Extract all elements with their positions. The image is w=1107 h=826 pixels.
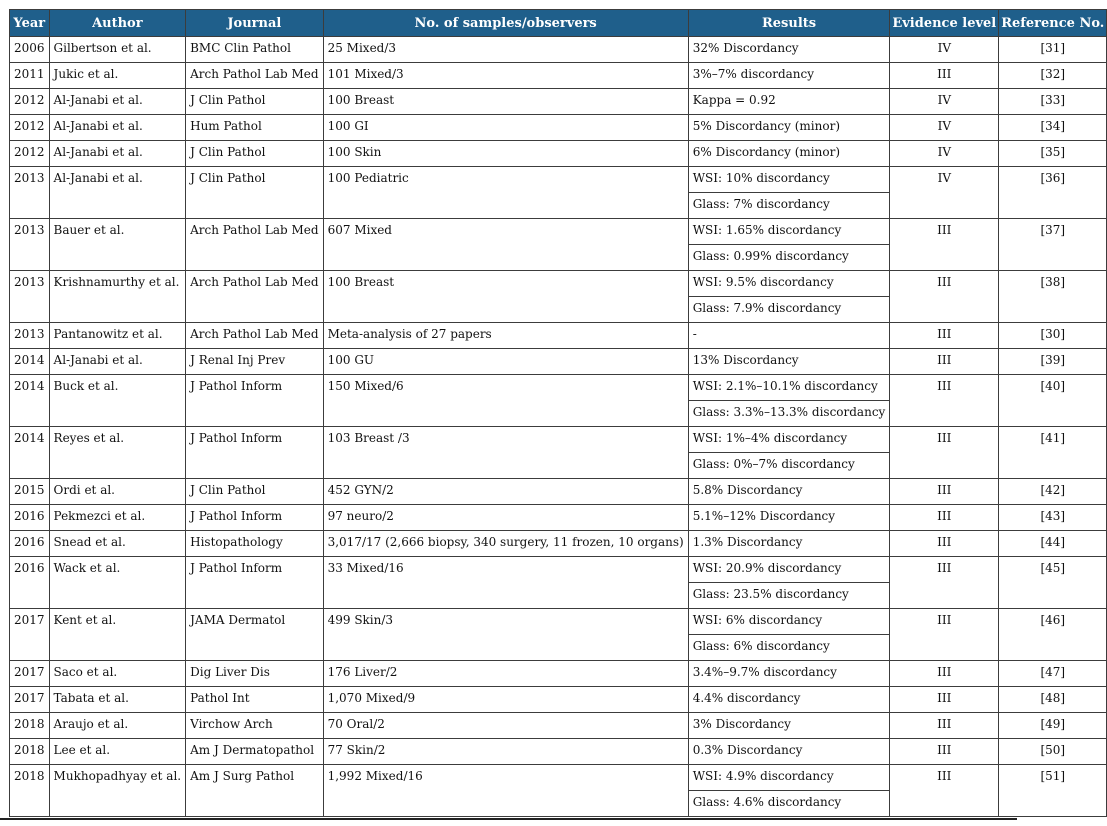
result-cell: WSI: 1%–4% discordancy (688, 427, 890, 453)
year-cell: 2017 (10, 687, 50, 713)
table-row (10, 479, 1107, 505)
result-cell: WSI: 10% discordancy (688, 167, 890, 193)
result-cell: 5.8% Discordancy (688, 479, 890, 505)
table-row (10, 661, 1107, 687)
table-body (10, 37, 1107, 817)
reference-cell: [42] (999, 479, 1107, 505)
year-cell: 2016 (10, 557, 50, 609)
table-row (10, 739, 1107, 765)
table-row (10, 219, 1107, 245)
result-cell: WSI: 2.1%–10.1% discordancy (688, 375, 890, 401)
table-row (10, 713, 1107, 739)
evidence-level-cell: III (890, 375, 999, 427)
author-cell: Araujo et al. (49, 713, 186, 739)
result-cell: 32% Discordancy (688, 37, 890, 63)
reference-cell: [43] (999, 505, 1107, 531)
samples-cell: 1,070 Mixed/9 (323, 687, 688, 713)
author-cell: Al-Janabi et al. (49, 141, 186, 167)
author-cell: Al-Janabi et al. (49, 349, 186, 375)
samples-cell: 1,992 Mixed/16 (323, 765, 688, 817)
samples-cell: Meta-analysis of 27 papers (323, 323, 688, 349)
table-row (10, 141, 1107, 167)
journal-cell: JAMA Dermatol (186, 609, 323, 661)
col-header-journal: Journal (186, 10, 323, 37)
year-cell: 2006 (10, 37, 50, 63)
reference-cell: [37] (999, 219, 1107, 271)
reference-cell: [49] (999, 713, 1107, 739)
reference-cell: [31] (999, 37, 1107, 63)
reference-cell: [44] (999, 531, 1107, 557)
journal-cell: J Clin Pathol (186, 479, 323, 505)
author-cell: Ordi et al. (49, 479, 186, 505)
year-cell: 2016 (10, 531, 50, 557)
samples-cell: 607 Mixed (323, 219, 688, 271)
col-header-samples: No. of samples/observers (323, 10, 688, 37)
journal-cell: J Pathol Inform (186, 375, 323, 427)
journal-cell: Arch Pathol Lab Med (186, 219, 323, 271)
samples-cell: 100 Breast (323, 271, 688, 323)
result-cell: Glass: 0.99% discordancy (688, 245, 890, 271)
year-cell: 2011 (10, 63, 50, 89)
evidence-level-cell: III (890, 687, 999, 713)
author-cell: Reyes et al. (49, 427, 186, 479)
author-cell: Lee et al. (49, 739, 186, 765)
samples-cell: 499 Skin/3 (323, 609, 688, 661)
table-row (10, 115, 1107, 141)
table-row (10, 687, 1107, 713)
author-cell: Mukhopadhyay et al. (49, 765, 186, 817)
journal-cell: J Pathol Inform (186, 557, 323, 609)
samples-cell: 100 GU (323, 349, 688, 375)
journal-cell: Histopathology (186, 531, 323, 557)
author-cell: Pantanowitz et al. (49, 323, 186, 349)
year-cell: 2013 (10, 219, 50, 271)
author-cell: Pekmezci et al. (49, 505, 186, 531)
result-cell: Glass: 7.9% discordancy (688, 297, 890, 323)
col-header-year: Year (10, 10, 50, 37)
year-cell: 2013 (10, 323, 50, 349)
result-cell: 13% Discordancy (688, 349, 890, 375)
reference-cell: [46] (999, 609, 1107, 661)
table-row (10, 375, 1107, 401)
result-cell: 0.3% Discordancy (688, 739, 890, 765)
result-cell: WSI: 1.65% discordancy (688, 219, 890, 245)
year-cell: 2018 (10, 739, 50, 765)
reference-cell: [36] (999, 167, 1107, 219)
evidence-level-cell: IV (890, 167, 999, 219)
evidence-level-cell: III (890, 427, 999, 479)
reference-cell: [32] (999, 63, 1107, 89)
table-row (10, 323, 1107, 349)
reference-cell: [48] (999, 687, 1107, 713)
evidence-level-cell: III (890, 557, 999, 609)
result-cell: Glass: 4.6% discordancy (688, 791, 890, 817)
table-row (10, 505, 1107, 531)
evidence-level-cell: IV (890, 37, 999, 63)
result-cell: - (688, 323, 890, 349)
year-cell: 2017 (10, 609, 50, 661)
year-cell: 2018 (10, 765, 50, 817)
result-cell: 6% Discordancy (minor) (688, 141, 890, 167)
evidence-level-cell: IV (890, 115, 999, 141)
year-cell: 2014 (10, 349, 50, 375)
table-row (10, 765, 1107, 791)
evidence-level-cell: IV (890, 89, 999, 115)
result-cell: Glass: 7% discordancy (688, 193, 890, 219)
samples-cell: 77 Skin/2 (323, 739, 688, 765)
journal-cell: J Clin Pathol (186, 89, 323, 115)
table-row (10, 531, 1107, 557)
samples-cell: 150 Mixed/6 (323, 375, 688, 427)
journal-cell: J Clin Pathol (186, 141, 323, 167)
year-cell: 2014 (10, 427, 50, 479)
studies-table (9, 9, 1107, 817)
evidence-level-cell: III (890, 609, 999, 661)
reference-cell: [50] (999, 739, 1107, 765)
result-cell: 4.4% discordancy (688, 687, 890, 713)
samples-cell: 3,017/17 (2,666 biopsy, 340 surgery, 11 frozen, 10 organs) (323, 531, 688, 557)
journal-cell: Dig Liver Dis (186, 661, 323, 687)
year-cell: 2017 (10, 661, 50, 687)
evidence-level-cell: III (890, 765, 999, 817)
author-cell: Al-Janabi et al. (49, 167, 186, 219)
author-cell: Gilbertson et al. (49, 37, 186, 63)
journal-cell: Arch Pathol Lab Med (186, 271, 323, 323)
table-row (10, 89, 1107, 115)
result-cell: WSI: 20.9% discordancy (688, 557, 890, 583)
reference-cell: [51] (999, 765, 1107, 817)
result-cell: 1.3% Discordancy (688, 531, 890, 557)
year-cell: 2013 (10, 271, 50, 323)
reference-cell: [41] (999, 427, 1107, 479)
year-cell: 2018 (10, 713, 50, 739)
reference-cell: [33] (999, 89, 1107, 115)
year-cell: 2012 (10, 141, 50, 167)
bottom-rule (0, 818, 1017, 820)
samples-cell: 100 Breast (323, 89, 688, 115)
result-cell: Glass: 0%–7% discordancy (688, 453, 890, 479)
author-cell: Wack et al. (49, 557, 186, 609)
reference-cell: [39] (999, 349, 1107, 375)
result-cell: 5% Discordancy (minor) (688, 115, 890, 141)
evidence-level-cell: III (890, 63, 999, 89)
reference-cell: [35] (999, 141, 1107, 167)
col-header-reference: Reference No. (999, 10, 1107, 37)
reference-cell: [45] (999, 557, 1107, 609)
author-cell: Kent et al. (49, 609, 186, 661)
table-row (10, 557, 1107, 583)
evidence-level-cell: III (890, 739, 999, 765)
journal-cell: Pathol Int (186, 687, 323, 713)
journal-cell: Arch Pathol Lab Med (186, 323, 323, 349)
author-cell: Snead et al. (49, 531, 186, 557)
year-cell: 2013 (10, 167, 50, 219)
author-cell: Buck et al. (49, 375, 186, 427)
result-cell: Glass: 23.5% discordancy (688, 583, 890, 609)
reference-cell: [30] (999, 323, 1107, 349)
journal-cell: Arch Pathol Lab Med (186, 63, 323, 89)
author-cell: Krishnamurthy et al. (49, 271, 186, 323)
journal-cell: Am J Surg Pathol (186, 765, 323, 817)
reference-cell: [38] (999, 271, 1107, 323)
table-row (10, 63, 1107, 89)
evidence-level-cell: III (890, 661, 999, 687)
evidence-level-cell: III (890, 323, 999, 349)
journal-cell: Hum Pathol (186, 115, 323, 141)
samples-cell: 97 neuro/2 (323, 505, 688, 531)
samples-cell: 100 Skin (323, 141, 688, 167)
author-cell: Jukic et al. (49, 63, 186, 89)
evidence-level-cell: IV (890, 141, 999, 167)
samples-cell: 100 Pediatric (323, 167, 688, 219)
samples-cell: 452 GYN/2 (323, 479, 688, 505)
table-row (10, 427, 1107, 453)
journal-cell: J Pathol Inform (186, 505, 323, 531)
evidence-level-cell: III (890, 479, 999, 505)
samples-cell: 25 Mixed/3 (323, 37, 688, 63)
result-cell: WSI: 6% discordancy (688, 609, 890, 635)
year-cell: 2016 (10, 505, 50, 531)
result-cell: 3% Discordancy (688, 713, 890, 739)
samples-cell: 70 Oral/2 (323, 713, 688, 739)
result-cell: Kappa = 0.92 (688, 89, 890, 115)
evidence-level-cell: III (890, 349, 999, 375)
samples-cell: 103 Breast /3 (323, 427, 688, 479)
journal-cell: J Renal Inj Prev (186, 349, 323, 375)
col-header-evidence-level: Evidence level (890, 10, 999, 37)
col-header-author: Author (49, 10, 186, 37)
result-cell: WSI: 4.9% discordancy (688, 765, 890, 791)
author-cell: Tabata et al. (49, 687, 186, 713)
table-row (10, 349, 1107, 375)
author-cell: Al-Janabi et al. (49, 89, 186, 115)
reference-cell: [34] (999, 115, 1107, 141)
journal-cell: J Clin Pathol (186, 167, 323, 219)
result-cell: Glass: 3.3%–13.3% discordancy (688, 401, 890, 427)
samples-cell: 101 Mixed/3 (323, 63, 688, 89)
year-cell: 2012 (10, 115, 50, 141)
table-row (10, 609, 1107, 635)
journal-cell: BMC Clin Pathol (186, 37, 323, 63)
result-cell: 3%–7% discordancy (688, 63, 890, 89)
header-row (10, 10, 1107, 37)
evidence-level-cell: III (890, 531, 999, 557)
year-cell: 2012 (10, 89, 50, 115)
table-row (10, 167, 1107, 193)
evidence-level-cell: III (890, 219, 999, 271)
journal-cell: J Pathol Inform (186, 427, 323, 479)
year-cell: 2014 (10, 375, 50, 427)
table-row (10, 271, 1107, 297)
table-row (10, 37, 1107, 63)
author-cell: Al-Janabi et al. (49, 115, 186, 141)
reference-cell: [47] (999, 661, 1107, 687)
year-cell: 2015 (10, 479, 50, 505)
author-cell: Saco et al. (49, 661, 186, 687)
journal-cell: Am J Dermatopathol (186, 739, 323, 765)
author-cell: Bauer et al. (49, 219, 186, 271)
result-cell: Glass: 6% discordancy (688, 635, 890, 661)
evidence-level-cell: III (890, 271, 999, 323)
evidence-level-cell: III (890, 505, 999, 531)
evidence-level-cell: III (890, 713, 999, 739)
result-cell: 5.1%–12% Discordancy (688, 505, 890, 531)
samples-cell: 100 GI (323, 115, 688, 141)
samples-cell: 176 Liver/2 (323, 661, 688, 687)
journal-cell: Virchow Arch (186, 713, 323, 739)
result-cell: WSI: 9.5% discordancy (688, 271, 890, 297)
samples-cell: 33 Mixed/16 (323, 557, 688, 609)
col-header-results: Results (688, 10, 890, 37)
reference-cell: [40] (999, 375, 1107, 427)
result-cell: 3.4%–9.7% discordancy (688, 661, 890, 687)
